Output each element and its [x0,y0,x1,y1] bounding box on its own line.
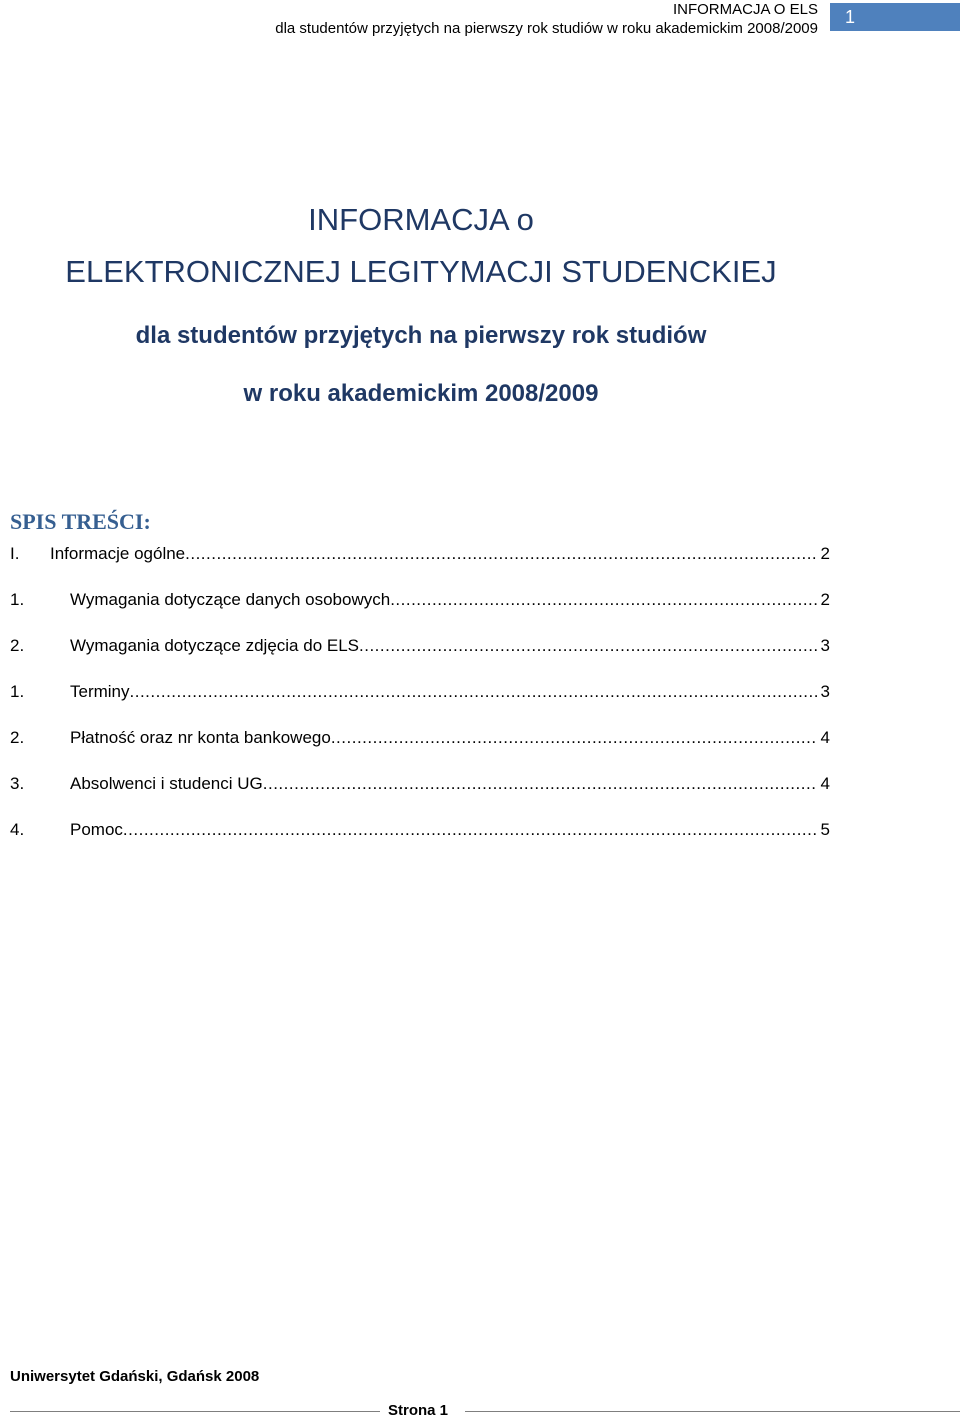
toc-entry-number: 2. [10,728,25,747]
toc-leader-dots [130,681,817,703]
toc-entry-pomoc[interactable] [10,819,830,841]
toc-entry-page: 2 [820,590,830,609]
toc-entry-text: Wymagania dotyczące danych osobowych [70,590,391,609]
toc-leader-dots [123,819,817,841]
toc-entry-page: 3 [820,636,830,655]
toc-entry-number: 1. [10,682,25,701]
document-title-line-1: INFORMACJA o [308,202,534,237]
toc-entry-wymagania-dane-osobowe[interactable] [10,589,830,611]
toc-entry-informacje-ogolne[interactable] [10,543,830,565]
toc-leader-dots [359,635,817,657]
header-title: INFORMACJA O ELS [672,1,818,18]
toc-entry-number: 4. [10,820,25,839]
footer-divider-right [465,1411,960,1412]
toc-entry-page: 4 [820,774,830,793]
toc-leader-dots [263,773,817,795]
toc-entry-page: 5 [820,820,830,839]
toc-entry-text: Informacje ogólne [50,544,186,563]
footer-university: Uniwersytet Gdański, Gdańsk 2008 [10,1368,260,1385]
header-subtitle: dla studentów przyjętych na pierwszy rok studiów w roku akademickim 2008/2009 [275,20,818,37]
toc-entry-page: 4 [820,728,830,747]
toc-entry-text: Absolwenci i studenci UG [70,774,263,793]
running-header [0,0,818,38]
toc-entry-number: 1. [10,590,25,609]
toc-entry-number: 2. [10,636,25,655]
toc-entry-absolwenci[interactable] [10,773,830,795]
toc-leader-dots [185,543,816,565]
toc-entry-page: 2 [820,544,830,563]
toc-leader-dots [390,589,816,611]
toc-entry-text: Pomoc [70,820,123,839]
toc-entry-number: I. [10,544,20,563]
footer-divider-left [10,1411,380,1412]
toc-leader-dots [331,727,817,749]
toc-heading: SPIS TREŚCI: [10,509,151,534]
toc-entry-text: Płatność oraz nr konta bankowego [70,728,331,747]
document-subtitle-line-2: w roku akademickim 2008/2009 [243,380,599,407]
footer-page-label: Strona 1 [388,1402,449,1419]
toc-entry-text: Wymagania dotyczące zdjęcia do ELS [70,636,359,655]
toc-entry-terminy[interactable] [10,681,830,703]
toc-entry-wymagania-zdjecie[interactable] [10,635,830,657]
toc-entry-platnosc[interactable] [10,727,830,749]
document-subtitle-line-1: dla studentów przyjętych na pierwszy rok studiów [135,322,707,349]
document-title-line-2: ELEKTRONICZNEJ LEGITYMACJI STUDENCKIEJ [65,254,777,289]
header-page-number: 1 [830,3,960,31]
toc-entry-number: 3. [10,774,25,793]
toc-entry-page: 3 [820,682,830,701]
toc-entry-text: Terminy [70,682,130,701]
